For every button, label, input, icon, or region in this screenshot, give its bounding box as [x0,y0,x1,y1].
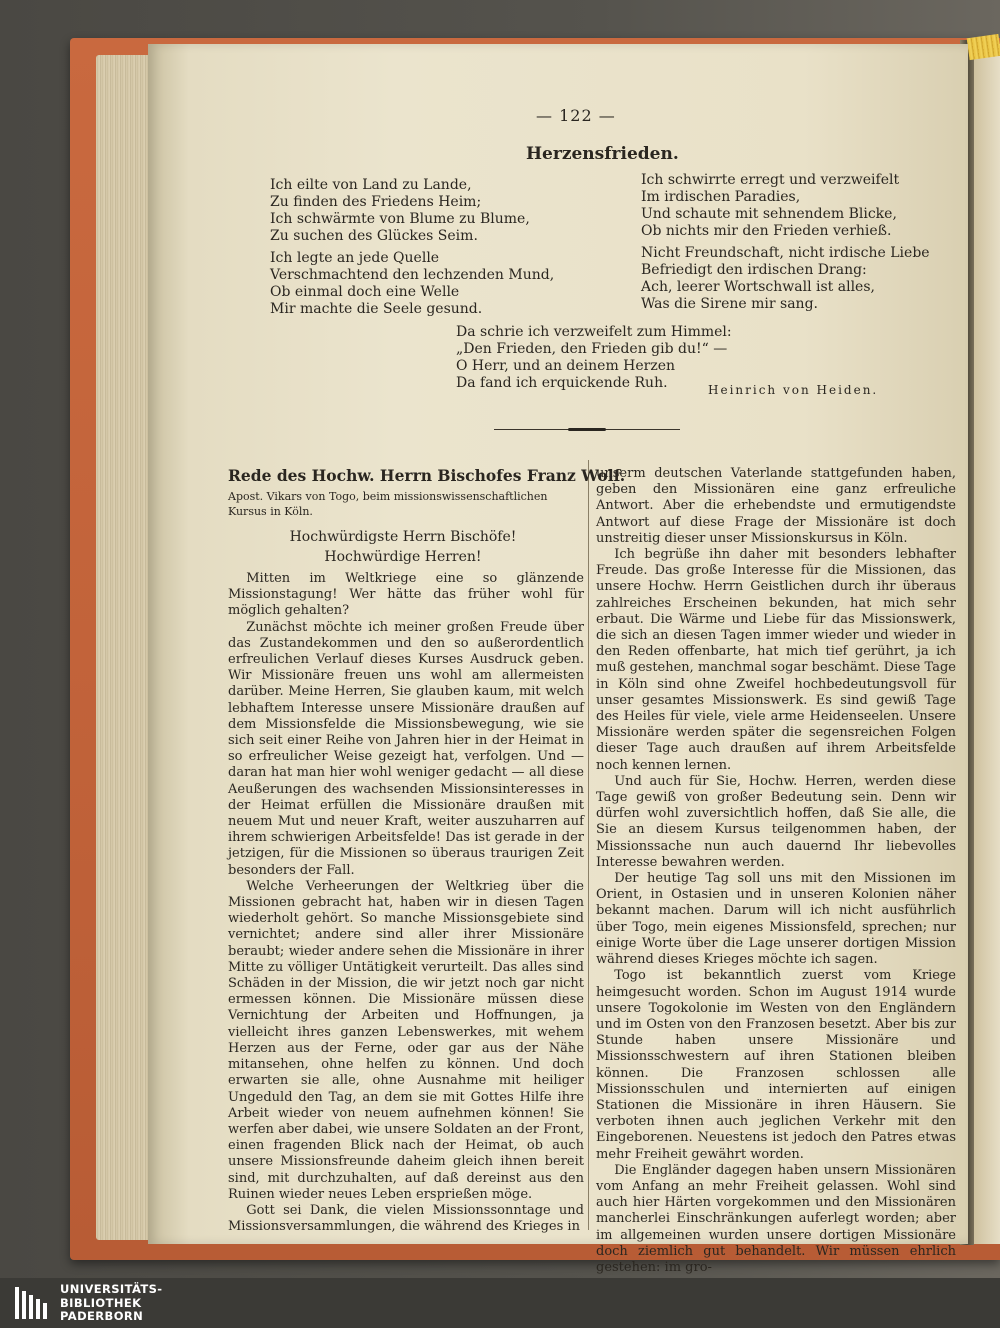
paragraph: Ich begrüße ihn daher mit besonders lebhafter Freude. Das große Interesse für die Missionen, das unsere Hochw. Herrn Geistlichen durch ihr überaus zahlreiches Erscheinen bekunden, hat mich sehr erbaut. Die Wärme und Liebe für das Missionswerk, die sich an diesen Tagen immer wieder und wieder in den Reden offenbarte, hat mich tief gerührt, ja ich muß gestehen, manchmal sogar beschämt. Diese Tage in Köln sind ohne Zweifel hochbedeutungsvoll für unser gesamtes Missionswerk. Es sind gewiß Tage des Heiles für viele, viele arme Heidenseelen. Unsere Missionäre werden später die segensreichen Folgen dieser Tage auch draußen auf ihrem Arbeitsfelde noch kennen lernen. [596,547,956,773]
poem-line: Zu suchen des Glückes Seim. [270,228,478,244]
poem-title: Herzensfrieden. [526,144,679,164]
section-divider [494,428,680,431]
poem-author: Heinrich von Heiden. [708,383,879,397]
poem-line: Befriedigt den irdischen Drang: [641,262,867,278]
poem-line: Mir machte die Seele gesund. [270,301,483,317]
poem-line: Im irdischen Paradies, [641,189,801,205]
poem-line: O Herr, und an deinem Herzen [456,358,676,374]
paragraph: Zunächst möchte ich meiner großen Freude über das Zustandekommen und den so außerordentlich erfreulichen Verlauf dieses Kurses Ausdruck geben. Wir Missionäre freuen uns wohl am allermeisten darüber. Meine Herren, Sie glauben kaum, mit welch lebhaftem Interesse unsere Missionäre draußen auf dem Missionsfelde die Missionsbewegung, wie sie sich seit einer Reihe von Jahren hier in der Heimat in so erfreulicher Weise gezeigt hat, verfolgen. Und — daran hat man hier wohl weniger gedacht — all diese Aeußerungen des wachsenden Missionsinteresses in der Heimat erfüllen die Missionäre draußen mit neuem Mut und neuer Kraft, weiter auszuharren auf ihrem schwierigen Arbeitsfelde! Das ist gerade in der jetzigen, für die Missionen so überaus traurigen Zeit besonders der Fall. [228,619,584,878]
poem-line: Was die Sirene mir sang. [641,296,818,312]
library-logo-mark-icon [14,1285,50,1321]
paragraph: Welche Verheerungen der Weltkrieg über die Missionen gebracht hat, haben wir in diesen Tagen wiederholt gehört. So manche Missionsgebiete sind vernichtet; andere sind aller ihrer Missionäre beraubt; wieder andere sehen die Missionäre in ihrer Mitte zu völliger Untätigkeit verurteilt. Das alles sind Schäden in der Mission, die wir jetzt noch gar nicht ermessen können. Die Missionäre müssen diese Vernichtung der Arbeiten und Hoffnungen, ja vielleicht ihres ganzen Lebenswerkes, mit wehem Herzen aus der Ferne, oder gar aus der Nähe mitansehen, ohne helfen zu können. Und doch erwarten sie alle, ohne Ausnahme mit heiliger Ungeduld den Tag, an dem sie mit Gottes Hilfe ihre Arbeit wieder von neuem aufnehmen können! Sie werfen aber dabei, wie unsere Soldaten an der Front, einen fragenden Blick nach der Heimat, ob auch unsere Missionsfreunde daheim gleich ihnen bereit sind, mit durchzuhalten, auf daß dereinst aus den Ruinen wieder neues Leben ersprießen möge. [228,878,584,1202]
poem-line: Ob einmal doch eine Welle [270,284,460,300]
poem-line: Und schaute mit sehnendem Blicke, [641,206,897,222]
poem-line: Da fand ich erquickende Ruh. [456,375,668,391]
salutation: Hochwürdige Herren! [324,549,482,565]
poem-line: Verschmachtend den lechzenden Mund, [270,267,555,283]
poem-line: Ich schwirrte erregt und verzweifelt [641,172,900,188]
page-number: — 122 — [536,106,616,125]
poem-stanza [641,245,930,313]
poem-stanza [270,250,554,318]
column-rule [588,460,589,1230]
paragraph: Togo ist bekanntlich zuerst vom Kriege heimgesucht worden. Schon im August 1914 wurde unsere Togokolonie im Westen von den Engländern und im Osten von den Franzosen besetzt. Aber bis zur Stunde haben unsere Missionäre und Missionsschwestern auf ihren Stationen bleiben können. Die Franzosen schlossen alle Missionsschulen und internierten auf einigen Stationen die Missionäre in ihren Häusern. Sie verboten ihnen auch jeglichen Verkehr mit den Eingeborenen. Neuestens ist jedoch den Patres etwas mehr Freiheit gewährt worden. [596,968,956,1162]
paragraph: unserm deutschen Vaterlande stattgefunden haben, geben den Missionären eine ganz erfreuliche Antwort. Aber die erhebendste und ermutigendste Antwort auf diese Frage der Missionäre ist doch unstreitig dieser unser Missionskursus in Köln. [596,466,956,546]
poem-line: Ich legte an jede Quelle [270,250,440,266]
poem-line: „Den Frieden, den Frieden gib du!“ — [456,341,728,357]
facing-page-edge [972,44,1000,1244]
poem-line: Da schrie ich verzweifelt zum Himmel: [456,324,732,340]
paragraph: Der heutige Tag soll uns mit den Missionen im Orient, in Ostasien und in unseren Kolonien näher bekannt machen. Darum will ich nicht ausführlich über Togo, mein eigenes Missionsfeld, sprechen; nur einige Worte über die Lage unserer dortigen Mission während dieses Krieges möchte ich sagen. [596,871,956,968]
logo-line: UNIVERSITÄTS- [60,1282,163,1296]
paragraph: Gott sei Dank, die vielen Missionssonntage und Missionsversammlungen, die während des Krieges in [228,1202,584,1235]
poem-stanza [641,172,899,240]
speech-subtitle: Apost. Vikars von Togo, beim missionswissenschaftlichen Kursus in Köln. [228,490,548,518]
logo-line: PADERBORN [60,1309,144,1323]
text-column-left [228,571,584,1235]
paragraph: Und auch für Sie, Hochw. Herren, werden diese Tage gewiß von großer Bedeutung sein. Denn wir dürfen wohl zuversichtlich hoffen, daß Sie alle, die Sie an diesem Kursus teilgenommen haben, der Missionssache nun auch dauernd Ihr liebevolles Interesse bewahren werden. [596,773,956,870]
poem-line: Ich eilte von Land zu Lande, [270,177,472,193]
library-logo [14,1281,194,1325]
library-logo-text [60,1283,162,1324]
poem-line: Zu finden des Friedens Heim; [270,194,482,210]
page-edges [96,55,156,1240]
paragraph: Mitten im Weltkriege eine so glänzende Missionstagung! Wer hätte das früher wohl für möglich gehalten? [228,571,584,619]
poem-line: Ich schwärmte von Blume zu Blume, [270,211,530,227]
poem-line: Ob nichts mir den Frieden verhieß. [641,223,892,239]
speech-title: Rede des Hochw. Herrn Bischofes Franz Wolf. [228,466,626,485]
text-column-right [596,466,956,1276]
poem-line: Nicht Freundschaft, nicht irdische Liebe [641,245,930,261]
poem-line: Ach, leerer Wortschwall ist alles, [641,279,875,295]
poem-stanza [270,177,530,245]
poem-stanza [456,324,732,392]
logo-line: BIBLIOTHEK [60,1295,142,1310]
paragraph: Die Engländer dagegen haben unsern Missionären vom Anfang an mehr Freiheit gelassen. Wohl sind auch hier Härten vorgekommen und den Missionären mancherlei Einschränkungen auferlegt worden; aber im allgemeinen wurden unsere dortigen Missionäre doch ziemlich gut behandelt. Wir müssen ehrlich gestehen: im gro- [596,1162,956,1275]
salutation: Hochwürdigste Herrn Bischöfe! [289,529,517,545]
book-page [148,44,968,1275]
bookmark-ribbon [967,34,1000,60]
